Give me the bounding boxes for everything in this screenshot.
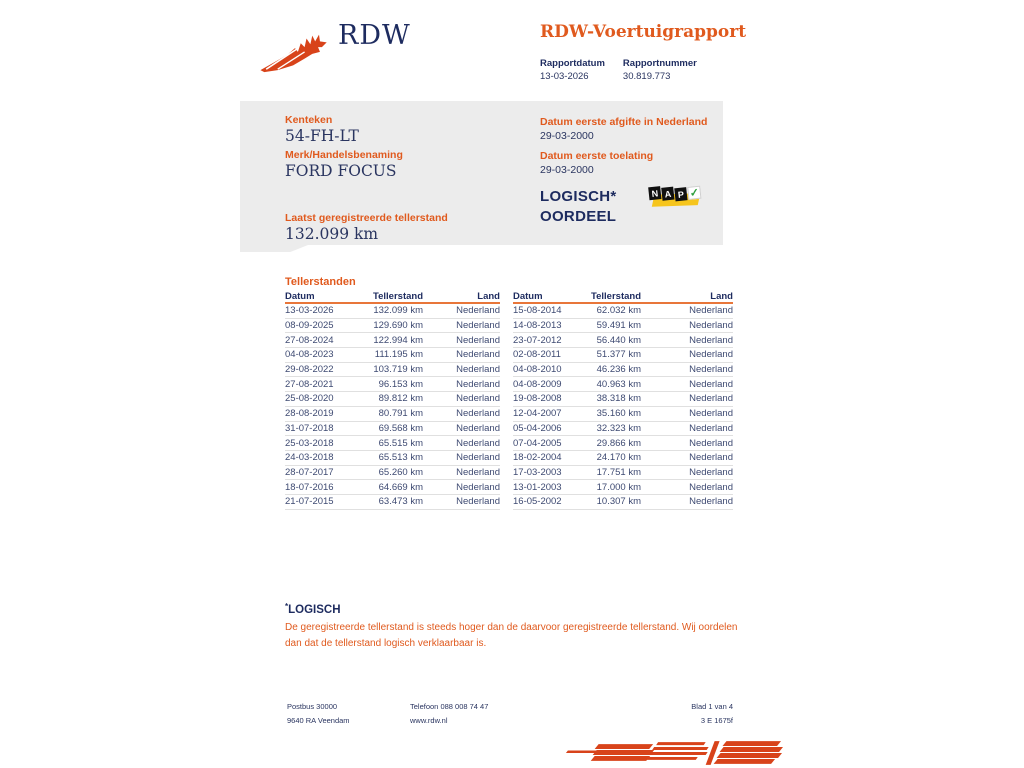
table-row [513, 436, 733, 451]
cell-tellerstand: 38.318 km [596, 393, 641, 405]
table-row [513, 377, 733, 392]
afgifte-value: 29-03-2000 [540, 130, 594, 142]
cell-datum: 14-08-2013 [513, 320, 562, 332]
cell-tellerstand: 65.260 km [378, 466, 423, 478]
cell-datum: 28-08-2019 [285, 408, 334, 420]
cell-tellerstand: 89.812 km [378, 393, 423, 405]
merk-label: Merk/Handelsbenaming [285, 149, 403, 161]
cell-tellerstand: 64.669 km [378, 481, 423, 493]
cell-datum: 05-04-2006 [513, 422, 562, 434]
cell-land: Nederland [689, 378, 733, 390]
footer-website-link[interactable]: www.rdw.nl [410, 716, 448, 725]
rapportdatum-label: Rapportdatum [540, 58, 605, 69]
afgifte-label: Datum eerste afgifte in Nederland [540, 116, 708, 128]
cell-tellerstand: 40.963 km [596, 378, 641, 390]
cell-tellerstand: 17.000 km [596, 481, 641, 493]
table-row [513, 348, 733, 363]
vehicle-summary-panel [240, 101, 723, 245]
nap-letter-n: N [648, 186, 661, 200]
nap-logo [647, 182, 700, 214]
cell-datum: 23-07-2012 [513, 334, 562, 346]
cell-land: Nederland [456, 496, 500, 508]
cell-land: Nederland [456, 349, 500, 361]
cell-land: Nederland [456, 364, 500, 376]
tellerstand-label: Laatst geregistreerde tellerstand [285, 212, 448, 224]
cell-tellerstand: 10.307 km [596, 496, 641, 508]
cell-tellerstand: 65.515 km [378, 437, 423, 449]
cell-datum: 16-05-2002 [513, 496, 562, 508]
cell-land: Nederland [689, 364, 733, 376]
footnote-title [285, 602, 745, 616]
cell-land: Nederland [689, 349, 733, 361]
merk-value: FORD FOCUS [285, 162, 397, 180]
cell-tellerstand: 35.160 km [596, 408, 641, 420]
table-row [285, 495, 500, 510]
col-land: Land [710, 291, 733, 302]
nap-letter-a: A [661, 187, 674, 201]
footer-address-line1: Postbus 30000 [287, 702, 338, 711]
nap-checkmark-icon: ✓ [689, 186, 700, 200]
col-land: Land [477, 291, 500, 302]
footer-stripes-graphic [556, 739, 784, 766]
kenteken-value: 54-FH-LT [285, 127, 359, 145]
cell-datum: 19-08-2008 [513, 393, 562, 405]
table-header [285, 291, 500, 304]
table-row [285, 480, 500, 495]
cell-land: Nederland [689, 481, 733, 493]
cell-land: Nederland [456, 393, 500, 405]
cell-datum: 29-08-2022 [285, 364, 334, 376]
cell-datum: 28-07-2017 [285, 466, 334, 478]
cell-tellerstand: 122.994 km [373, 334, 423, 346]
table-row [513, 319, 733, 334]
footer-page-number: Blad 1 van 4 [691, 702, 733, 711]
footer-address-line2: 9640 RA Veendam [287, 716, 350, 725]
tellerstanden-table-right [513, 291, 733, 510]
cell-tellerstand: 32.323 km [596, 422, 641, 434]
cell-tellerstand: 51.377 km [596, 349, 641, 361]
cell-land: Nederland [456, 437, 500, 449]
oordeel-line2: OORDEEL [540, 208, 617, 225]
cell-land: Nederland [456, 452, 500, 464]
cell-tellerstand: 29.866 km [596, 437, 641, 449]
cell-tellerstand: 63.473 km [378, 496, 423, 508]
cell-land: Nederland [689, 452, 733, 464]
cell-datum: 21-07-2015 [285, 496, 334, 508]
table-row [513, 392, 733, 407]
cell-tellerstand: 129.690 km [373, 320, 423, 332]
cell-datum: 27-08-2024 [285, 334, 334, 346]
cell-datum: 25-08-2020 [285, 393, 334, 405]
cell-land: Nederland [689, 496, 733, 508]
rapportdatum-value: 13-03-2026 [540, 71, 589, 82]
table-row [285, 348, 500, 363]
footnote-title-text: LOGISCH [288, 604, 341, 616]
col-datum: Datum [513, 291, 543, 302]
cell-land: Nederland [456, 378, 500, 390]
table-row [285, 436, 500, 451]
cell-tellerstand: 69.568 km [378, 422, 423, 434]
toelating-label: Datum eerste toelating [540, 150, 654, 162]
table-row [285, 422, 500, 437]
toelating-value: 29-03-2000 [540, 164, 594, 176]
tellerstanden-tables [285, 291, 733, 510]
kenteken-label: Kenteken [285, 114, 333, 126]
cell-land: Nederland [689, 305, 733, 317]
cell-datum: 27-08-2021 [285, 378, 334, 390]
table-row [285, 304, 500, 319]
cell-datum: 13-03-2026 [285, 305, 334, 317]
cell-land: Nederland [456, 466, 500, 478]
table-row [285, 377, 500, 392]
cell-tellerstand: 65.513 km [378, 452, 423, 464]
cell-datum: 04-08-2023 [285, 349, 334, 361]
table-row [513, 495, 733, 510]
cell-datum: 17-03-2003 [513, 466, 562, 478]
cell-datum: 12-04-2007 [513, 408, 562, 420]
table-row [285, 319, 500, 334]
table-row [513, 451, 733, 466]
cell-tellerstand: 96.153 km [378, 378, 423, 390]
cell-tellerstand: 103.719 km [373, 364, 423, 376]
cell-datum: 02-08-2011 [513, 349, 561, 361]
page-title: RDW-Voertuigrapport [540, 22, 747, 42]
table-row [285, 363, 500, 378]
cell-datum: 07-04-2005 [513, 437, 562, 449]
cell-land: Nederland [689, 466, 733, 478]
cell-datum: 18-07-2016 [285, 481, 334, 493]
page-footer [287, 703, 733, 725]
cell-land: Nederland [689, 422, 733, 434]
rdw-logo [256, 18, 456, 78]
cell-land: Nederland [456, 334, 500, 346]
rdw-bird-icon [256, 26, 334, 74]
cell-tellerstand: 46.236 km [596, 364, 641, 376]
table-header [513, 291, 733, 304]
cell-datum: 13-01-2003 [513, 481, 562, 493]
tellerstand-value: 132.099 km [285, 225, 379, 243]
oordeel-text [540, 187, 617, 227]
table-row [285, 407, 500, 422]
table-row [285, 392, 500, 407]
table-row [513, 333, 733, 348]
rapportnummer-label: Rapportnummer [622, 58, 697, 69]
cell-land: Nederland [689, 334, 733, 346]
tellerstanden-section-title: Tellerstanden [285, 276, 356, 288]
table-row [513, 480, 733, 495]
col-tellerstand: Tellerstand [373, 291, 423, 302]
rapportnummer-value: 30.819.773 [622, 71, 671, 82]
cell-datum: 31-07-2018 [285, 422, 334, 434]
table-row [513, 407, 733, 422]
tellerstanden-table-left [285, 291, 500, 510]
cell-tellerstand: 24.170 km [596, 452, 641, 464]
cell-land: Nederland [689, 393, 733, 405]
cell-datum: 15-08-2014 [513, 305, 562, 317]
cell-land: Nederland [689, 320, 733, 332]
cell-datum: 04-08-2010 [513, 364, 562, 376]
cell-land: Nederland [689, 408, 733, 420]
cell-datum: 08-09-2025 [285, 320, 334, 332]
cell-tellerstand: 111.195 km [374, 349, 423, 361]
cell-tellerstand: 17.751 km [596, 466, 641, 478]
table-row [285, 451, 500, 466]
cell-land: Nederland [689, 437, 733, 449]
cell-tellerstand: 56.440 km [596, 334, 641, 346]
table-row [513, 466, 733, 481]
cell-land: Nederland [456, 320, 500, 332]
cell-tellerstand: 59.491 km [596, 320, 641, 332]
cell-tellerstand: 62.032 km [596, 305, 641, 317]
table-row [513, 363, 733, 378]
cell-land: Nederland [456, 422, 500, 434]
report-meta [540, 57, 697, 83]
cell-land: Nederland [456, 481, 500, 493]
nap-letter-p: P [674, 187, 687, 201]
cell-land: Nederland [456, 305, 500, 317]
footer-form-code: 3 E 1675f [700, 716, 733, 725]
logisch-footnote [285, 602, 745, 651]
cell-tellerstand: 80.791 km [378, 408, 423, 420]
footnote-asterisk: * [285, 602, 289, 611]
cell-datum: 18-02-2004 [513, 452, 562, 464]
table-row [285, 333, 500, 348]
col-datum: Datum [285, 291, 315, 302]
table-row [285, 466, 500, 481]
cell-land: Nederland [456, 408, 500, 420]
cell-tellerstand: 132.099 km [373, 305, 423, 317]
cell-datum: 24-03-2018 [285, 452, 334, 464]
logo-text: RDW [338, 20, 411, 51]
table-row [513, 304, 733, 319]
footnote-text: De geregistreerde tellerstand is steeds hoger dan de daarvoor geregistreerde tellerstand. Wij oordelen dan dat de tellerstand logisch verklaarbaar is. [285, 622, 738, 649]
footer-phone: Telefoon 088 008 74 47 [410, 702, 489, 711]
cell-datum: 04-08-2009 [513, 378, 562, 390]
table-row [513, 422, 733, 437]
oordeel-line1: LOGISCH* [540, 188, 617, 205]
cell-datum: 25-03-2018 [285, 437, 334, 449]
col-tellerstand: Tellerstand [591, 291, 641, 302]
